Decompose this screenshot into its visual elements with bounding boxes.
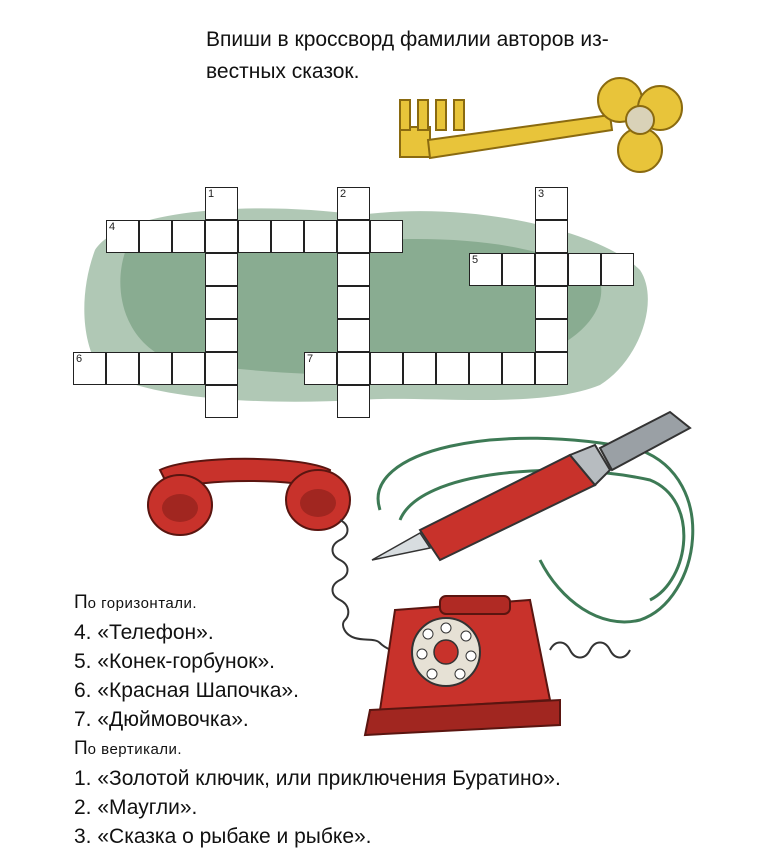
crossword-cell[interactable] xyxy=(205,286,238,319)
clue-number-4: 4 xyxy=(109,221,116,233)
across-clue-4: 4. «Телефон». xyxy=(74,621,214,644)
crossword-cell[interactable] xyxy=(337,385,370,418)
crossword-cell[interactable] xyxy=(535,319,568,352)
crossword-cell[interactable] xyxy=(535,253,568,286)
crossword-cell[interactable] xyxy=(139,352,172,385)
across-clue-7: 7. «Дюймовочка». xyxy=(74,708,249,731)
clue-number-7: 7 xyxy=(307,353,314,365)
crossword-cell[interactable] xyxy=(139,220,172,253)
across-heading-initial: П xyxy=(74,592,88,613)
task-title-line-2: вестных сказок. xyxy=(206,60,360,83)
crossword-cell[interactable] xyxy=(601,253,634,286)
crossword-cell[interactable] xyxy=(403,352,436,385)
clue-number-1: 1 xyxy=(208,188,215,200)
crossword-cell[interactable] xyxy=(205,220,238,253)
down-clue-2: 2. «Маугли». xyxy=(74,796,198,819)
crossword-cell[interactable] xyxy=(172,220,205,253)
across-clue-5: 5. «Конек-горбунок». xyxy=(74,650,275,673)
across-heading-text: о горизонтали. xyxy=(87,595,198,612)
clue-number-2: 2 xyxy=(340,188,347,200)
crossword-cell[interactable] xyxy=(271,220,304,253)
down-heading-text: о вертикали. xyxy=(87,741,183,758)
crossword-cell[interactable] xyxy=(502,352,535,385)
crossword-cell[interactable] xyxy=(205,319,238,352)
crossword-cell[interactable] xyxy=(370,220,403,253)
crossword-cell[interactable] xyxy=(205,352,238,385)
crossword-cell[interactable] xyxy=(535,286,568,319)
crossword-cell[interactable] xyxy=(337,319,370,352)
crossword-cell[interactable] xyxy=(535,220,568,253)
clue-number-6: 6 xyxy=(76,353,83,365)
crossword-cell[interactable] xyxy=(205,385,238,418)
telephone-handset-icon xyxy=(148,459,350,535)
clue-number-5: 5 xyxy=(472,254,479,266)
clue-number-3: 3 xyxy=(538,188,545,200)
across-heading xyxy=(74,588,714,618)
crossword-cell[interactable] xyxy=(205,253,238,286)
crossword-cell[interactable] xyxy=(502,253,535,286)
task-title-line-1: Впиши в кроссворд фамилии авторов из- xyxy=(206,28,609,51)
crossword-cell[interactable] xyxy=(469,352,502,385)
clues-section xyxy=(74,588,714,851)
down-heading xyxy=(74,734,714,764)
crossword-cell[interactable] xyxy=(337,220,370,253)
crossword-cell[interactable] xyxy=(337,253,370,286)
down-clue-3: 3. «Сказка о рыбаке и рыбке». xyxy=(74,825,372,848)
crossword-cell[interactable] xyxy=(535,352,568,385)
down-clue-1: 1. «Золотой ключик, или приключения Буратино». xyxy=(74,767,561,790)
crossword-cell[interactable] xyxy=(172,352,205,385)
pen-knife-icon xyxy=(372,412,690,560)
crossword-cell[interactable] xyxy=(337,286,370,319)
crossword-cell[interactable] xyxy=(238,220,271,253)
crossword-cell[interactable] xyxy=(568,253,601,286)
across-clue-6: 6. «Красная Шапочка». xyxy=(74,679,299,702)
crossword-cell[interactable] xyxy=(436,352,469,385)
crossword-cell[interactable] xyxy=(370,352,403,385)
golden-key-icon xyxy=(400,78,682,172)
down-heading-initial: П xyxy=(74,738,88,759)
crossword-cell[interactable] xyxy=(304,220,337,253)
crossword-cell[interactable] xyxy=(106,352,139,385)
crossword-cell[interactable] xyxy=(337,352,370,385)
